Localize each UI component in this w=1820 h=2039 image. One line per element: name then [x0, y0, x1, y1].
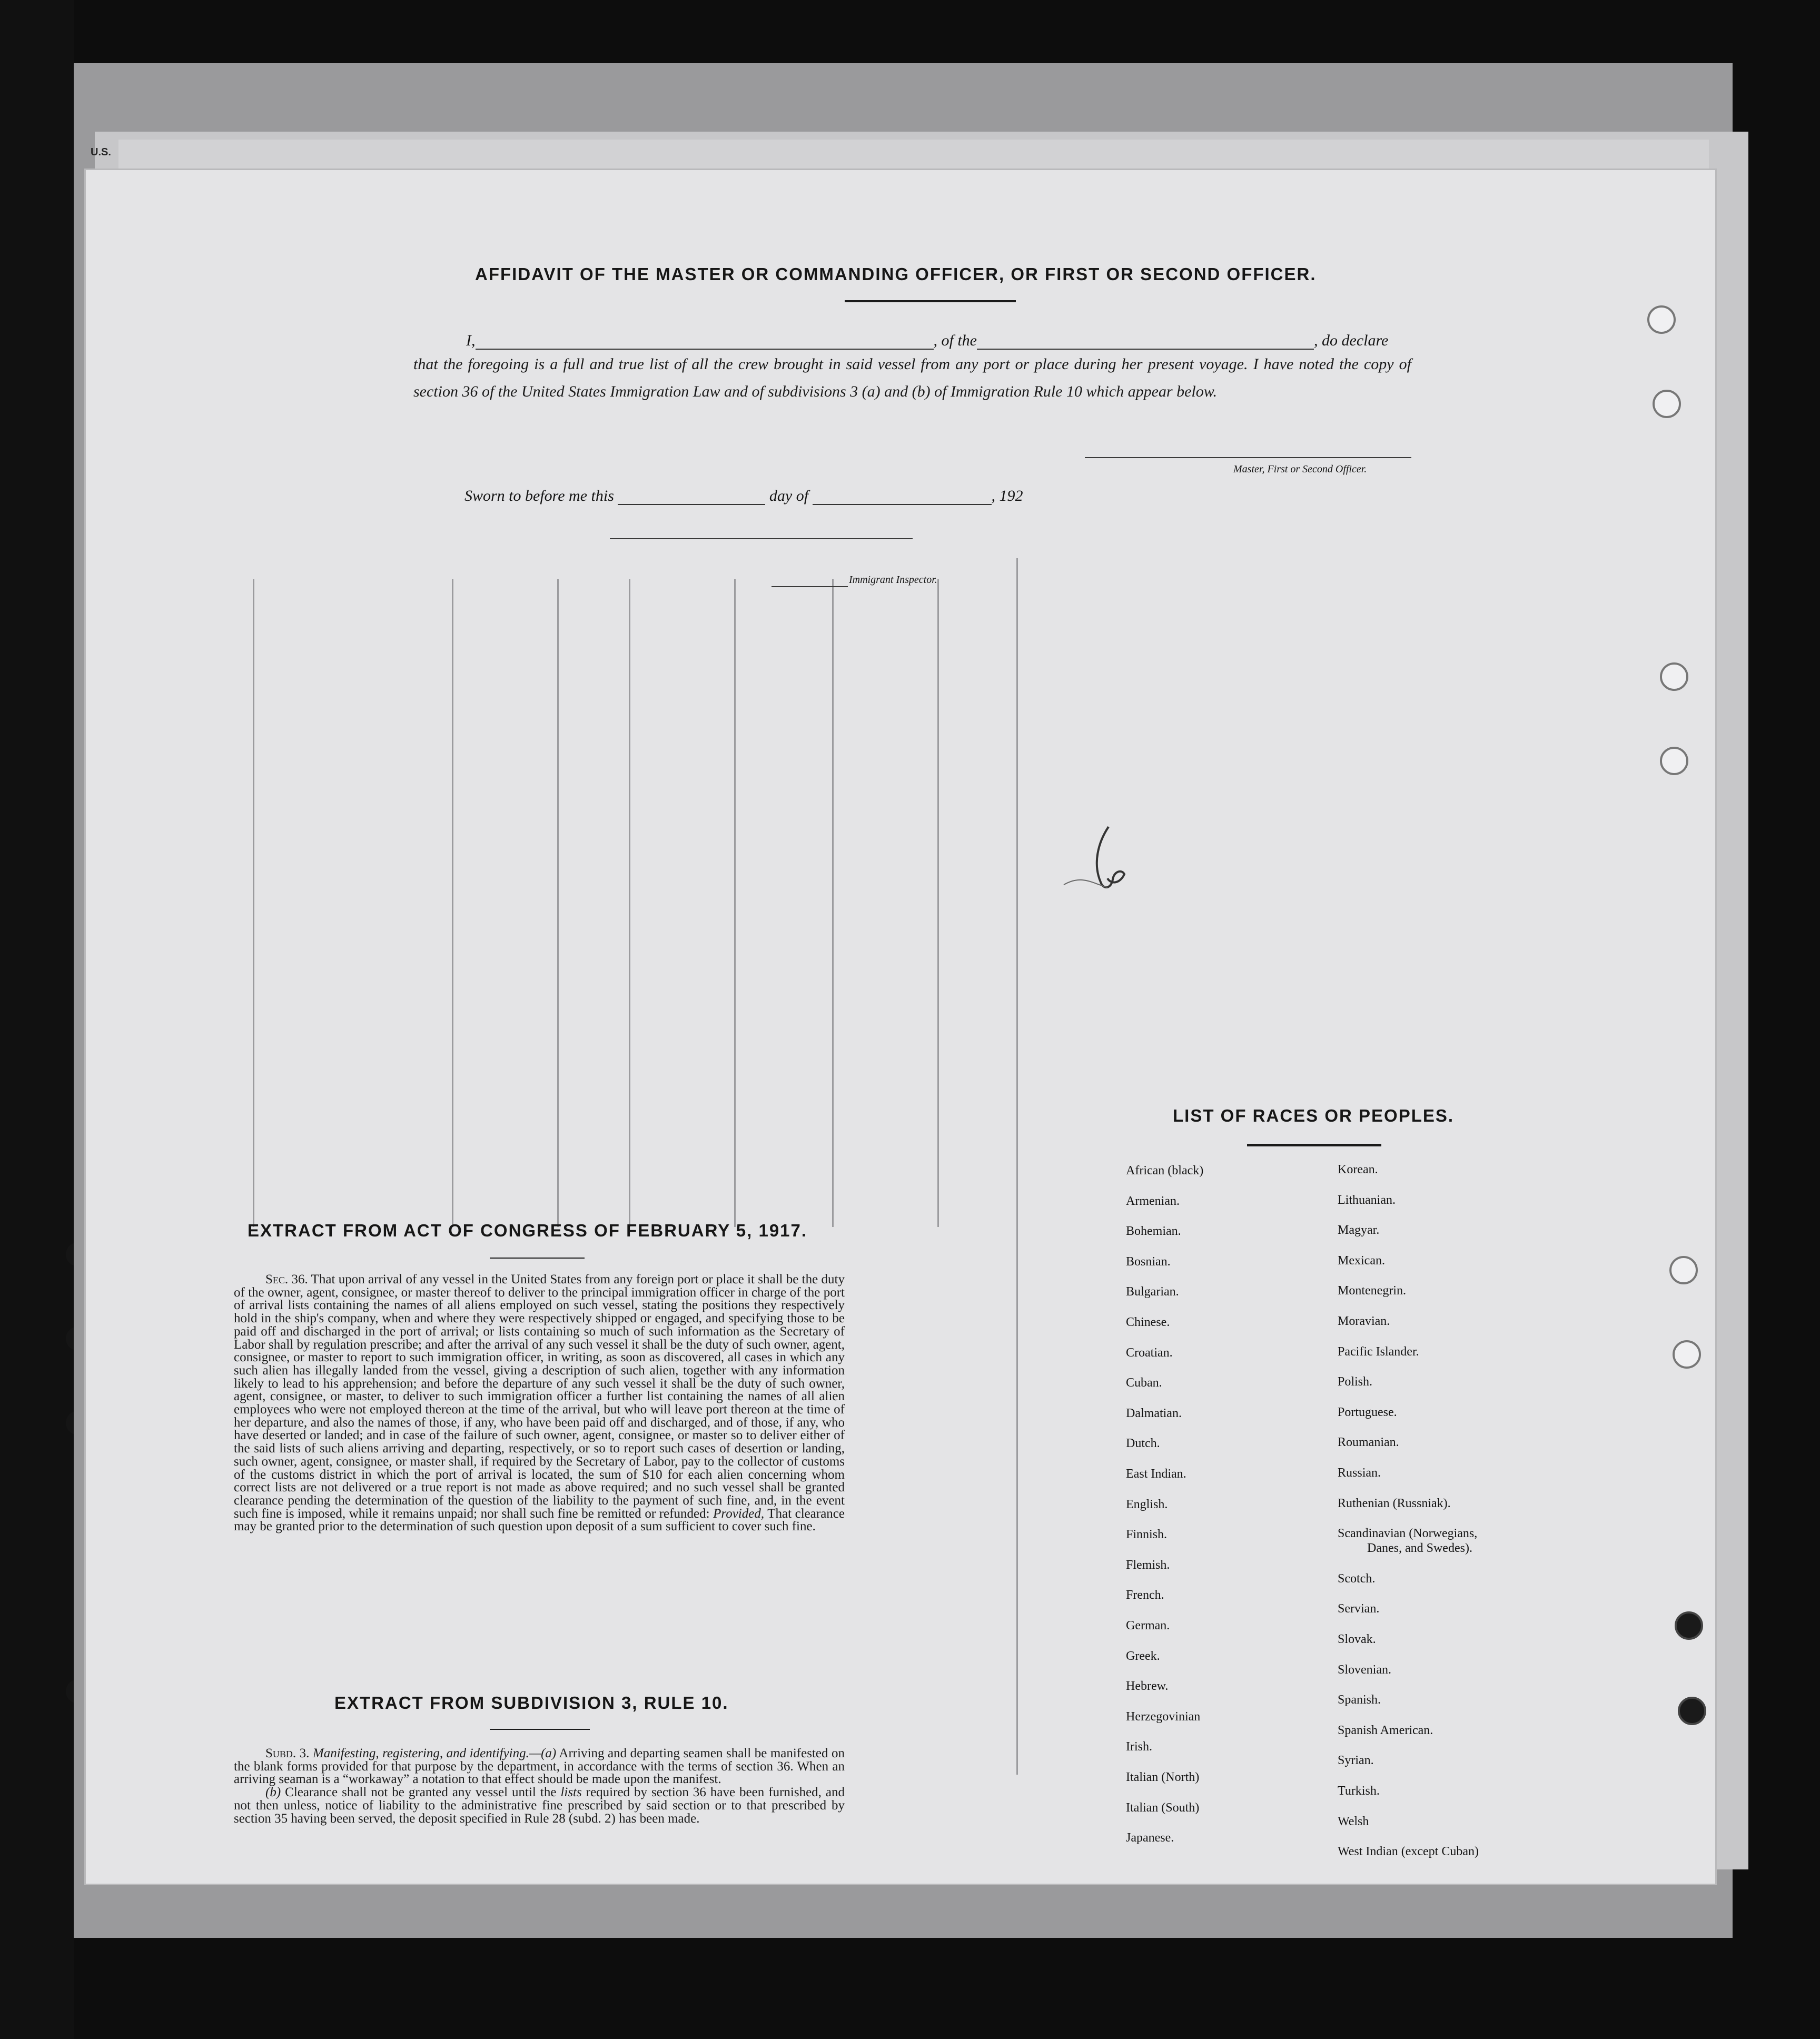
section-36-body: That upon arrival of any vessel in the United States from any foreign port or place it shall be the duty of the owner, agent, consignee, or master thereof to deliver to the principal immigration officer in charge of the port of arrival lists containing the names of all aliens employed on such vessel, stating the positions they respectively hold in the ship's company, when and where they were respectively shipped or engaged, and specifying those to be paid off and discharged in the port of arrival; or lists containing so much of such information as the Secretary of Labor shall by regulation prescribe; and after the arrival of any such vessel it shall be the duty of such owner, agent, consignee, or master to report to such immigration officer, in writing, as soon as discovered, all cases in which any such alien has illegally landed from the vessel, giving a description of such alien, together with any information likely to lead to his apprehension; and before the departure of any such vessel it shall be the duty of such owner, agent, consignee, or master, to deliver to such immigration officer a further list containing the names of all alien employees who were not employed thereon at the time of the arrival, but who will leave port thereon at the time of her departure, and also the names of those, if any, who have been paid off and discharged, and of those, if any, who have deserted or landed; and in case of the failure of such owner, agent, consignee, or master so to deliver either of the said lists of such aliens arriving and departing, respectively, or so to report such cases of desertion or landing, such owner, agent, consignee, or master shall, if required by the Secretary of Labor, pay to the collector of customs of the customs district in which the port of arrival is located, the sum of $10 for each alien concerning whom correct lists are not delivered or a true report is not made as above required; and no such vessel shall be granted clearance pending the determination of the question of the liability to the payment of such fine, and, in the event such fine is imposed, while it remains unpaid; nor shall such fine be remitted or refunded: — [234, 1272, 845, 1521]
race-entry: Scandinavian (Norwegians, — [1338, 1527, 1478, 1541]
race-entry: Finnish. — [1126, 1528, 1168, 1542]
name-blank — [476, 334, 934, 350]
race-entry: Ruthenian (Russniak). — [1338, 1496, 1451, 1510]
punch-hole — [1678, 1697, 1706, 1725]
race-entry: Korean. — [1338, 1163, 1378, 1176]
race-entry: Moravian. — [1338, 1314, 1390, 1328]
extract-act-underline — [490, 1258, 585, 1259]
race-entry: Bohemian. — [1126, 1224, 1181, 1239]
sworn-day: day of — [769, 487, 809, 504]
para-b-start: Clearance shall not be granted any vessel until the — [285, 1785, 557, 1800]
inspector-caption-line — [771, 586, 848, 587]
race-entry: Pacific Islander. — [1338, 1344, 1419, 1359]
race-entry: Turkish. — [1338, 1784, 1380, 1798]
race-entry: Herzegovinian — [1126, 1709, 1201, 1724]
race-entry: Scotch. — [1338, 1571, 1376, 1586]
races-right-column — [1338, 1163, 1664, 1859]
race-entry: Slovak. — [1338, 1632, 1376, 1646]
race-entry: West Indian (except Cuban) — [1338, 1845, 1479, 1859]
punch-hole — [1660, 662, 1688, 691]
proviso-label: Provided, — [713, 1506, 765, 1521]
race-entry: Italian (North) — [1126, 1770, 1200, 1784]
section-36-text — [234, 1273, 845, 1533]
inspector-signature-line — [610, 538, 913, 539]
race-entry: African (black) — [1126, 1164, 1204, 1177]
extract-rule-underline — [490, 1729, 590, 1730]
column-rule — [629, 579, 630, 1227]
punch-hole — [1675, 1611, 1703, 1640]
declaration-declare: , do declare — [1314, 332, 1389, 349]
vessel-blank — [977, 334, 1314, 350]
para-b-label: (b) — [265, 1785, 281, 1800]
column-rule — [734, 579, 736, 1227]
race-entry: Dutch. — [1126, 1437, 1160, 1451]
race-entry: French. — [1126, 1588, 1164, 1602]
race-entry: Croatian. — [1126, 1345, 1173, 1360]
para-b-lists: lists — [560, 1785, 582, 1800]
race-entry: Bulgarian. — [1126, 1285, 1179, 1299]
race-entry: Portuguese. — [1338, 1405, 1397, 1419]
title-underline — [845, 300, 1016, 302]
section-36-label: Sec. 36. — [265, 1272, 308, 1286]
race-entry: Lithuanian. — [1338, 1193, 1396, 1207]
race-entry: Magyar. — [1338, 1223, 1380, 1238]
handwritten-mark — [1061, 821, 1151, 900]
column-rule — [557, 579, 559, 1227]
punch-hole — [1669, 1256, 1698, 1284]
race-entry: German. — [1126, 1619, 1170, 1632]
race-entry: Servian. — [1338, 1602, 1380, 1616]
declaration-of: , of the — [933, 332, 977, 349]
race-entry: Bosnian. — [1126, 1254, 1171, 1269]
races-underline — [1247, 1144, 1381, 1146]
punch-hole — [1673, 1340, 1701, 1369]
inspector-caption: Immigrant Inspector. — [849, 574, 937, 586]
declaration-i: I, — [466, 332, 476, 349]
day-blank — [618, 489, 765, 505]
extract-act-title: EXTRACT FROM ACT OF CONGRESS OF FEBRUARY 5, 1917. — [248, 1221, 808, 1240]
column-rule — [832, 579, 834, 1227]
race-entry: Hebrew. — [1126, 1679, 1169, 1694]
column-rule — [1016, 558, 1018, 1775]
rule-10-text — [234, 1747, 845, 1825]
race-entry: Dalmatian. — [1126, 1406, 1182, 1420]
race-entry: Roumanian. — [1338, 1436, 1399, 1450]
punch-hole — [1647, 305, 1676, 334]
race-entry: Spanish American. — [1338, 1723, 1433, 1737]
master-caption: Master, First or Second Officer. — [1233, 463, 1367, 475]
para-b-rest: required by section 36 have been furnished, and not then unless, notice of liability to the administrative fine prescribed by said section or to that prescribed by section 35 having been served, the deposit specified in Rule 28 (subd. 2) has been made. — [234, 1785, 845, 1826]
column-rule — [452, 579, 453, 1227]
column-rule — [253, 579, 254, 1227]
race-entry: English. — [1126, 1497, 1168, 1511]
column-rule — [937, 579, 939, 1227]
race-entry: Armenian. — [1126, 1194, 1180, 1208]
sworn-year: , 192 — [991, 487, 1023, 504]
race-entry: Danes, and Swedes). — [1367, 1541, 1472, 1556]
race-entry: Syrian. — [1338, 1754, 1374, 1768]
month-blank — [813, 489, 992, 505]
affidavit-title: AFFIDAVIT OF THE MASTER OR COMMANDING OFFICER, OR FIRST OR SECOND OFFICER. — [475, 264, 1317, 284]
race-entry: Welsh — [1338, 1814, 1369, 1828]
margin-mark: U.S. — [91, 146, 111, 158]
race-entry: Polish. — [1338, 1375, 1373, 1389]
film-strip-left — [0, 0, 74, 2039]
sworn-line — [464, 487, 1023, 505]
race-entry: Cuban. — [1126, 1376, 1162, 1390]
extract-rule-title: EXTRACT FROM SUBDIVISION 3, RULE 10. — [334, 1693, 729, 1713]
sworn-prefix: Sworn to before me this — [464, 487, 614, 504]
race-entry: Italian (South) — [1126, 1800, 1200, 1815]
race-entry: Flemish. — [1126, 1558, 1170, 1572]
races-title: LIST OF RACES OR PEOPLES. — [1173, 1106, 1455, 1125]
race-entry: Slovenian. — [1338, 1662, 1391, 1677]
signature-line — [1085, 457, 1411, 458]
subd-label: Subd. 3. — [265, 1746, 310, 1760]
race-entry: Spanish. — [1338, 1693, 1381, 1707]
punch-hole — [1653, 390, 1681, 418]
punch-hole — [1660, 747, 1688, 775]
proviso-text: That clearance may be granted prior to the determination of such question upon deposit of a sum sufficient to cover such fine. — [234, 1506, 845, 1534]
affidavit-body: that the foregoing is a full and true list of all the crew brought in said vessel from any port or place during her present voyage. I have noted the copy of section 36 of the United States Immigration Law and of subdivisions 3 (a) and (b) of Immigration Rule 10 which appear below. — [413, 355, 1411, 400]
race-entry: Chinese. — [1126, 1315, 1170, 1329]
race-entry: Mexican. — [1338, 1253, 1385, 1268]
race-entry: Japanese. — [1126, 1831, 1174, 1845]
race-entry: East Indian. — [1126, 1467, 1186, 1481]
para-a-text: Arriving and departing seamen shall be manifested on the blank forms provided for that purpose by the department, in accordance with the terms of section 36. When an arriving seaman is a “workaway” a notation to that effect should be made upon the manifest. — [234, 1746, 845, 1787]
race-entry: Greek. — [1126, 1649, 1160, 1663]
race-entry: Irish. — [1126, 1740, 1152, 1754]
race-entry: Montenegrin. — [1338, 1284, 1406, 1298]
affidavit-declaration-line — [466, 332, 1388, 350]
subd-heading: Manifesting, registering, and identifying.—(a) — [312, 1746, 557, 1760]
race-entry: Russian. — [1338, 1466, 1381, 1480]
